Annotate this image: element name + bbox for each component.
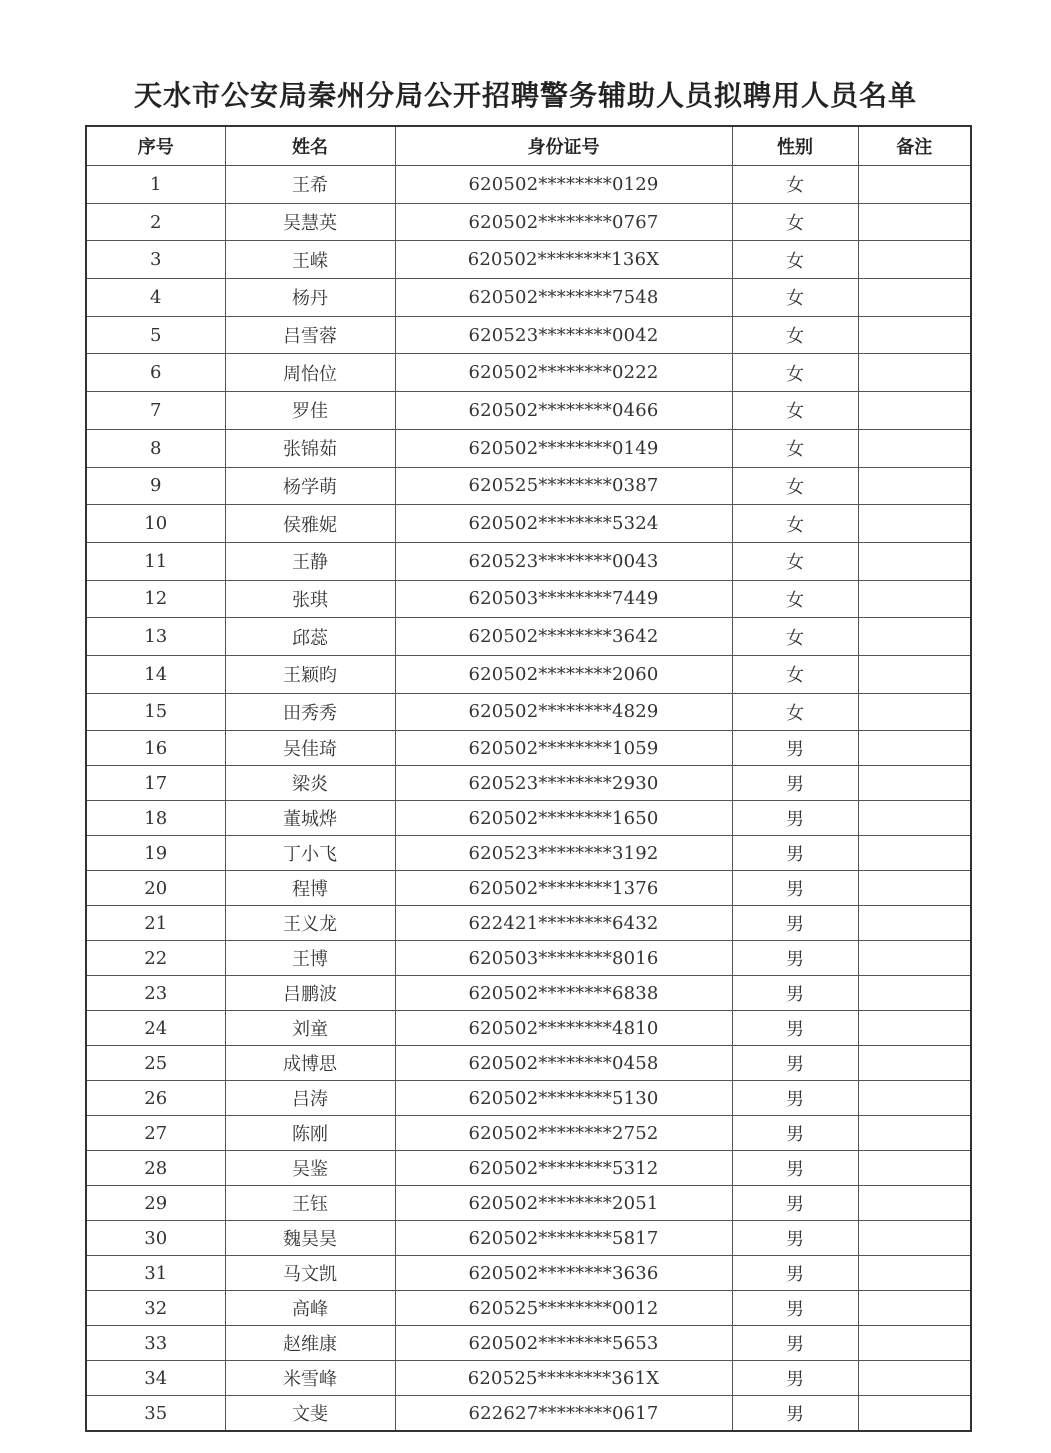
cell-gender: 男 <box>732 1151 858 1186</box>
cell-seq: 24 <box>86 1011 225 1046</box>
cell-gender: 女 <box>732 693 858 731</box>
cell-gender: 男 <box>732 976 858 1011</box>
cell-remark <box>858 166 971 204</box>
cell-name: 董城烨 <box>225 801 395 836</box>
cell-name: 邱蕊 <box>225 618 395 656</box>
cell-gender: 女 <box>732 429 858 467</box>
cell-seq: 27 <box>86 1116 225 1151</box>
cell-id-number: 620502********0129 <box>395 166 732 204</box>
cell-remark <box>858 1081 971 1116</box>
cell-gender: 男 <box>732 871 858 906</box>
cell-gender: 男 <box>732 1081 858 1116</box>
cell-id-number: 620502********0458 <box>395 1046 732 1081</box>
cell-remark <box>858 429 971 467</box>
cell-id-number: 620502********3636 <box>395 1256 732 1291</box>
cell-remark <box>858 655 971 693</box>
cell-gender: 男 <box>732 1291 858 1326</box>
cell-gender: 女 <box>732 655 858 693</box>
cell-name: 杨学萌 <box>225 467 395 505</box>
table-row <box>86 1221 971 1256</box>
cell-seq: 12 <box>86 580 225 618</box>
cell-name: 赵维康 <box>225 1326 395 1361</box>
cell-remark <box>858 241 971 279</box>
cell-remark <box>858 731 971 766</box>
cell-id-number: 620523********0043 <box>395 542 732 580</box>
table-body <box>86 166 971 1432</box>
table-row <box>86 1256 971 1291</box>
cell-name: 吴佳琦 <box>225 731 395 766</box>
header-name: 姓名 <box>225 126 395 166</box>
cell-name: 吴鉴 <box>225 1151 395 1186</box>
table-row <box>86 1361 971 1396</box>
cell-seq: 31 <box>86 1256 225 1291</box>
table-row <box>86 1291 971 1326</box>
table-row <box>86 871 971 906</box>
table-row <box>86 976 971 1011</box>
cell-seq: 13 <box>86 618 225 656</box>
cell-name: 魏昊昊 <box>225 1221 395 1256</box>
table-row <box>86 941 971 976</box>
cell-id-number: 620502********5653 <box>395 1326 732 1361</box>
cell-gender: 女 <box>732 354 858 392</box>
cell-remark <box>858 354 971 392</box>
cell-name: 高峰 <box>225 1291 395 1326</box>
cell-id-number: 620502********2051 <box>395 1186 732 1221</box>
header-gender: 性别 <box>732 126 858 166</box>
table-row <box>86 467 971 505</box>
cell-gender: 男 <box>732 1116 858 1151</box>
cell-seq: 8 <box>86 429 225 467</box>
cell-seq: 32 <box>86 1291 225 1326</box>
cell-name: 梁炎 <box>225 766 395 801</box>
header-seq: 序号 <box>86 126 225 166</box>
cell-id-number: 620523********2930 <box>395 766 732 801</box>
cell-remark <box>858 836 971 871</box>
cell-remark <box>858 1116 971 1151</box>
cell-gender: 女 <box>732 542 858 580</box>
header-remark: 备注 <box>858 126 971 166</box>
cell-id-number: 620503********8016 <box>395 941 732 976</box>
cell-id-number: 620502********1650 <box>395 801 732 836</box>
cell-name: 杨丹 <box>225 279 395 317</box>
cell-name: 王嵘 <box>225 241 395 279</box>
cell-remark <box>858 1361 971 1396</box>
cell-remark <box>858 1151 971 1186</box>
cell-id-number: 620502********1059 <box>395 731 732 766</box>
cell-remark <box>858 1256 971 1291</box>
table-row <box>86 1326 971 1361</box>
cell-gender: 女 <box>732 241 858 279</box>
cell-id-number: 620502********4810 <box>395 1011 732 1046</box>
cell-seq: 26 <box>86 1081 225 1116</box>
cell-id-number: 620523********3192 <box>395 836 732 871</box>
table-row <box>86 1081 971 1116</box>
cell-id-number: 620502********2752 <box>395 1116 732 1151</box>
table-row <box>86 505 971 543</box>
cell-gender: 女 <box>732 392 858 430</box>
cell-seq: 33 <box>86 1326 225 1361</box>
cell-gender: 女 <box>732 618 858 656</box>
cell-id-number: 620502********0767 <box>395 203 732 241</box>
cell-id-number: 620502********5130 <box>395 1081 732 1116</box>
cell-remark <box>858 1011 971 1046</box>
cell-remark <box>858 392 971 430</box>
cell-gender: 男 <box>732 1186 858 1221</box>
cell-seq: 28 <box>86 1151 225 1186</box>
cell-seq: 4 <box>86 279 225 317</box>
cell-seq: 25 <box>86 1046 225 1081</box>
cell-id-number: 620502********2060 <box>395 655 732 693</box>
cell-name: 米雪峰 <box>225 1361 395 1396</box>
cell-name: 刘童 <box>225 1011 395 1046</box>
cell-gender: 男 <box>732 1011 858 1046</box>
cell-id-number: 620502********1376 <box>395 871 732 906</box>
cell-name: 张琪 <box>225 580 395 618</box>
cell-id-number: 620502********0222 <box>395 354 732 392</box>
cell-remark <box>858 279 971 317</box>
cell-gender: 男 <box>732 836 858 871</box>
table-row <box>86 203 971 241</box>
cell-name: 吕雪蓉 <box>225 316 395 354</box>
table-row <box>86 1046 971 1081</box>
cell-name: 王钰 <box>225 1186 395 1221</box>
cell-remark <box>858 1291 971 1326</box>
cell-seq: 29 <box>86 1186 225 1221</box>
table-row <box>86 1011 971 1046</box>
table-row <box>86 731 971 766</box>
cell-name: 罗佳 <box>225 392 395 430</box>
cell-seq: 20 <box>86 871 225 906</box>
header-id-number: 身份证号 <box>395 126 732 166</box>
table-row <box>86 392 971 430</box>
cell-name: 文斐 <box>225 1396 395 1432</box>
cell-id-number: 620502********7548 <box>395 279 732 317</box>
cell-name: 王义龙 <box>225 906 395 941</box>
cell-gender: 男 <box>732 906 858 941</box>
table-row <box>86 801 971 836</box>
cell-id-number: 620525********361X <box>395 1361 732 1396</box>
cell-id-number: 620503********7449 <box>395 580 732 618</box>
table-row <box>86 241 971 279</box>
cell-name: 丁小飞 <box>225 836 395 871</box>
cell-seq: 11 <box>86 542 225 580</box>
cell-id-number: 620502********6838 <box>395 976 732 1011</box>
cell-name: 成博思 <box>225 1046 395 1081</box>
table-row <box>86 542 971 580</box>
cell-id-number: 620502********0149 <box>395 429 732 467</box>
cell-id-number: 620525********0012 <box>395 1291 732 1326</box>
cell-gender: 女 <box>732 166 858 204</box>
cell-name: 王希 <box>225 166 395 204</box>
cell-seq: 35 <box>86 1396 225 1432</box>
cell-name: 马文凯 <box>225 1256 395 1291</box>
cell-remark <box>858 801 971 836</box>
cell-gender: 男 <box>732 1046 858 1081</box>
cell-id-number: 622627********0617 <box>395 1396 732 1432</box>
cell-name: 张锦茹 <box>225 429 395 467</box>
cell-remark <box>858 906 971 941</box>
table-row <box>86 1116 971 1151</box>
cell-seq: 19 <box>86 836 225 871</box>
cell-gender: 男 <box>732 1396 858 1432</box>
cell-id-number: 620502********5312 <box>395 1151 732 1186</box>
cell-seq: 21 <box>86 906 225 941</box>
cell-name: 程博 <box>225 871 395 906</box>
table-row <box>86 580 971 618</box>
cell-gender: 女 <box>732 316 858 354</box>
cell-id-number: 620502********4829 <box>395 693 732 731</box>
cell-name: 吕鹏波 <box>225 976 395 1011</box>
cell-seq: 10 <box>86 505 225 543</box>
cell-seq: 1 <box>86 166 225 204</box>
cell-seq: 2 <box>86 203 225 241</box>
cell-gender: 男 <box>732 1361 858 1396</box>
table-row <box>86 316 971 354</box>
cell-gender: 男 <box>732 941 858 976</box>
cell-remark <box>858 871 971 906</box>
cell-remark <box>858 1221 971 1256</box>
cell-name: 王颖昀 <box>225 655 395 693</box>
cell-seq: 30 <box>86 1221 225 1256</box>
cell-seq: 7 <box>86 392 225 430</box>
cell-seq: 16 <box>86 731 225 766</box>
table-row <box>86 618 971 656</box>
table-header <box>86 126 971 166</box>
cell-remark <box>858 693 971 731</box>
cell-gender: 男 <box>732 1221 858 1256</box>
cell-seq: 9 <box>86 467 225 505</box>
cell-gender: 男 <box>732 1326 858 1361</box>
cell-id-number: 622421********6432 <box>395 906 732 941</box>
cell-name: 王静 <box>225 542 395 580</box>
cell-remark <box>858 505 971 543</box>
cell-seq: 18 <box>86 801 225 836</box>
cell-gender: 女 <box>732 505 858 543</box>
cell-remark <box>858 941 971 976</box>
cell-gender: 男 <box>732 1256 858 1291</box>
cell-seq: 34 <box>86 1361 225 1396</box>
hiring-list-table <box>85 125 972 1432</box>
table-row <box>86 766 971 801</box>
cell-remark <box>858 1326 971 1361</box>
table-row <box>86 429 971 467</box>
table-row <box>86 906 971 941</box>
cell-remark <box>858 766 971 801</box>
cell-remark <box>858 976 971 1011</box>
table-row <box>86 279 971 317</box>
table-row <box>86 354 971 392</box>
cell-remark <box>858 580 971 618</box>
cell-id-number: 620525********0387 <box>395 467 732 505</box>
cell-name: 侯雅妮 <box>225 505 395 543</box>
cell-name: 王博 <box>225 941 395 976</box>
cell-name: 田秀秀 <box>225 693 395 731</box>
cell-seq: 5 <box>86 316 225 354</box>
cell-remark <box>858 1186 971 1221</box>
cell-seq: 22 <box>86 941 225 976</box>
cell-id-number: 620502********5817 <box>395 1221 732 1256</box>
cell-gender: 女 <box>732 203 858 241</box>
table-row <box>86 1151 971 1186</box>
cell-remark <box>858 1396 971 1432</box>
cell-remark <box>858 203 971 241</box>
cell-gender: 女 <box>732 580 858 618</box>
cell-name: 周怡位 <box>225 354 395 392</box>
table-row <box>86 693 971 731</box>
table-row <box>86 836 971 871</box>
cell-name: 陈刚 <box>225 1116 395 1151</box>
cell-seq: 15 <box>86 693 225 731</box>
table-row <box>86 166 971 204</box>
cell-gender: 男 <box>732 731 858 766</box>
cell-remark <box>858 467 971 505</box>
cell-remark <box>858 1046 971 1081</box>
cell-seq: 23 <box>86 976 225 1011</box>
cell-gender: 女 <box>732 467 858 505</box>
cell-id-number: 620502********0466 <box>395 392 732 430</box>
cell-remark <box>858 542 971 580</box>
cell-id-number: 620502********3642 <box>395 618 732 656</box>
cell-name: 吕涛 <box>225 1081 395 1116</box>
cell-remark <box>858 618 971 656</box>
cell-id-number: 620502********136X <box>395 241 732 279</box>
cell-seq: 17 <box>86 766 225 801</box>
cell-gender: 男 <box>732 766 858 801</box>
table-row <box>86 655 971 693</box>
cell-gender: 男 <box>732 801 858 836</box>
cell-seq: 14 <box>86 655 225 693</box>
cell-seq: 3 <box>86 241 225 279</box>
cell-gender: 女 <box>732 279 858 317</box>
cell-name: 吴慧英 <box>225 203 395 241</box>
cell-seq: 6 <box>86 354 225 392</box>
table-row <box>86 1396 971 1432</box>
cell-remark <box>858 316 971 354</box>
cell-id-number: 620502********5324 <box>395 505 732 543</box>
page-title: 天水市公安局秦州分局公开招聘警务辅助人员拟聘用人员名单 <box>133 79 917 112</box>
table-row <box>86 1186 971 1221</box>
header-row <box>86 126 971 166</box>
cell-id-number: 620523********0042 <box>395 316 732 354</box>
